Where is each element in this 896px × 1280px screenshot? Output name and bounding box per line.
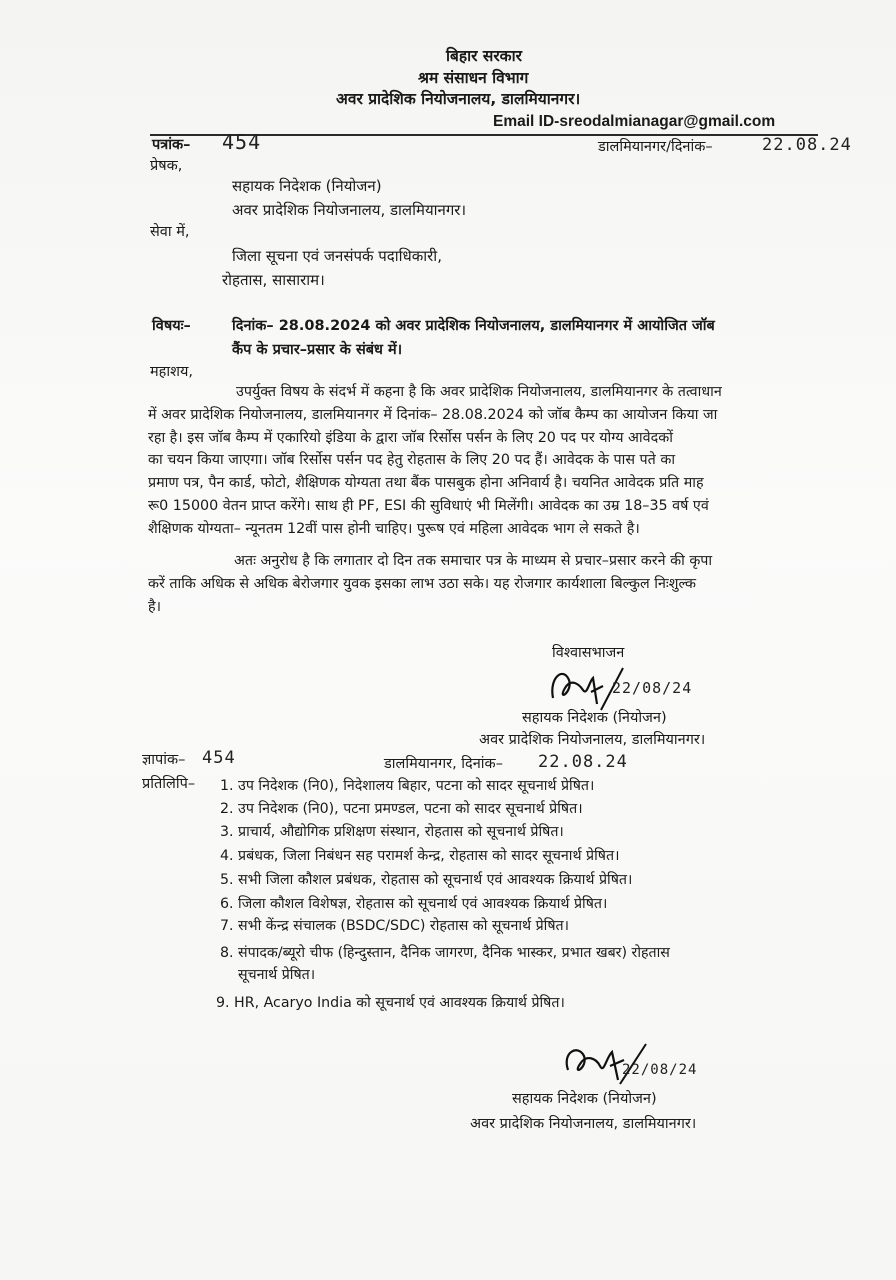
body-line: अतः अनुरोध है कि लगातार दो दिन तक समाचार पत्र के माध्यम से प्रचार–प्रसार करने की कृपा bbox=[234, 553, 713, 569]
sign1-office: अवर प्रादेशिक नियोजनालय, डालमियानगर। bbox=[479, 732, 706, 748]
ref-date: 22.08.24 bbox=[762, 135, 852, 155]
body-line: रू0 15000 वेतन प्राप्त करेंगे। साथ ही PF, ESI की सुविधाएं भी मिलेंगी। आवेदक का उम्र 18–35 वर्ष एवं bbox=[148, 497, 709, 514]
body-paragraph-2 bbox=[148, 550, 712, 618]
header-email: Email ID-sreodalmianagar@gmail.com bbox=[493, 113, 776, 130]
header-department: श्रम संसाधन विभाग bbox=[418, 69, 529, 87]
body-line: में अवर प्रादेशिक नियोजनालय, डालमियानगर में दिनांक– 28.08.2024 को जॉब कैम्प का आयोजन किया जा bbox=[148, 406, 718, 423]
sign2-office: अवर प्रादेशिक नियोजनालय, डालमियानगर। bbox=[470, 1116, 697, 1132]
copies-label: प्रतिलिपि– bbox=[142, 776, 196, 792]
memo-place-date-label: डालमियानगर, दिनांक– bbox=[384, 756, 503, 772]
body-line: शैक्षिणक योग्यता– न्यूनतम 12वीं पास होनी चाहिए। पुरूष एवं महिला आवेदक भाग ले सकते है। bbox=[148, 520, 640, 537]
signature-1-date: 22/08/24 bbox=[612, 679, 693, 697]
sign2-designation: सहायक निदेशक (नियोजन) bbox=[512, 1091, 657, 1107]
signature-2-date: 22/08/24 bbox=[622, 1062, 698, 1078]
copy-item: 7. सभी केंन्द्र संचालक (BSDC/SDC) रोहतास को सूचनार्थ प्रेषित। bbox=[220, 918, 570, 934]
copy-item: 1. उप निदेशक (नि0), निदेशालय बिहार, पटना को सादर सूचनार्थ प्रेषित। bbox=[220, 778, 595, 794]
sign1-designation: सहायक निदेशक (नियोजन) bbox=[522, 710, 667, 726]
body-paragraph-1 bbox=[148, 381, 722, 541]
copy-item: 2. उप निदेशक (नि0), पटना प्रमण्डल, पटना को सादर सूचनार्थ प्रेषित। bbox=[220, 801, 583, 817]
header-government: बिहार सरकार bbox=[446, 47, 522, 65]
memo-label: ज्ञापांक– bbox=[142, 752, 186, 768]
body-line: प्रमाण पत्र, पैन कार्ड, फोटो, शैक्षिणक योग्यता तथा बैंक पासबुक होना अनिवार्य है। चयनित आवेदक प्रति माह bbox=[148, 475, 704, 492]
recipient-designation: जिला सूचना एवं जनसंपर्क पदाधिकारी, bbox=[232, 247, 442, 265]
body-line: रहा है। इस जॉब कैम्प में एकारियो इंडिया के द्वारा जॉब रिर्सोस पर्सन के लिए 20 पद पर योग्य आवेदकों bbox=[148, 429, 673, 446]
header-office: अवर प्रादेशिक नियोजनालय, डालमियानगर। bbox=[336, 90, 581, 108]
memo-date: 22.08.24 bbox=[538, 752, 628, 772]
closing-text: विश्वासभाजन bbox=[552, 645, 625, 661]
ref-number: 454 bbox=[222, 130, 262, 154]
salutation: महाशय, bbox=[150, 364, 194, 380]
copy-item: 4. प्रबंधक, जिला निबंधन सह परामर्श केन्द्र, रोहतास को सादर सूचनार्थ प्रेषित। bbox=[220, 848, 620, 864]
copy-item-continuation: सूचनार्थ प्रेषित। bbox=[238, 967, 316, 983]
copy-item: 6. जिला कौशल विशेषज्ञ, रोहतास को सूचनार्थ एवं आवश्यक क्रियार्थ प्रेषित। bbox=[220, 896, 608, 912]
copy-item: 5. सभी जिला कौशल प्रबंधक, रोहतास को सूचनार्थ एवं आवश्यक क्रियार्थ प्रेषित। bbox=[220, 872, 633, 888]
body-line: उपर्युक्त विषय के संदर्भ में कहना है कि अवर प्रादेशिक नियोजनालय, डालमियानगर के तत्वाधान bbox=[236, 384, 722, 400]
ref-place-date-label: डालमियानगर/दिनांक– bbox=[598, 139, 713, 155]
copy-item: 3. प्राचार्य, औद्योगिक प्रशिक्षण संस्थान, रोहतास को सूचनार्थ प्रेषित। bbox=[220, 824, 564, 840]
subject-line-1: दिनांक– 28.08.2024 को अवर प्रादेशिक नियोजनालय, डालमियानगर में आयोजित जॉब bbox=[232, 318, 715, 334]
sender-office: अवर प्रादेशिक नियोजनालय, डालमियानगर। bbox=[232, 201, 467, 219]
ref-label: पत्रांक– bbox=[152, 137, 191, 153]
recipient-address: रोहतास, सासाराम। bbox=[222, 271, 325, 289]
copy-item: 9. HR, Acaryo India को सूचनार्थ एवं आवश्यक क्रियार्थ प्रेषित। bbox=[216, 995, 565, 1011]
subject-line-2: कैंप के प्रचार–प्रसार के संबंध में। bbox=[232, 342, 403, 358]
subject-label: विषयः– bbox=[152, 318, 191, 334]
sender-designation: सहायक निदेशक (नियोजन) bbox=[232, 177, 382, 195]
body-line: का चयन किया जाएगा। जॉब रिर्सोस पर्सन पद हेतु रोहतास के लिए 20 पद हैं। आवेदक के पास पते का bbox=[148, 452, 676, 469]
memo-number: 454 bbox=[202, 748, 236, 768]
body-line: है। bbox=[148, 598, 162, 615]
recipient-label: सेवा में, bbox=[150, 224, 190, 240]
sender-label: प्रेषक, bbox=[150, 158, 183, 174]
copy-item: 8. संपादक/ब्यूरो चीफ (हिन्दुस्तान, दैनिक जागरण, दैनिक भास्कर, प्रभात खबर) रोहतास bbox=[220, 945, 670, 961]
body-line: करें ताकि अधिक से अधिक बेरोजगार युवक इसका लाभ उठा सके। यह रोजगार कार्यशाला बिल्कुल निःशुल्क bbox=[148, 575, 696, 592]
